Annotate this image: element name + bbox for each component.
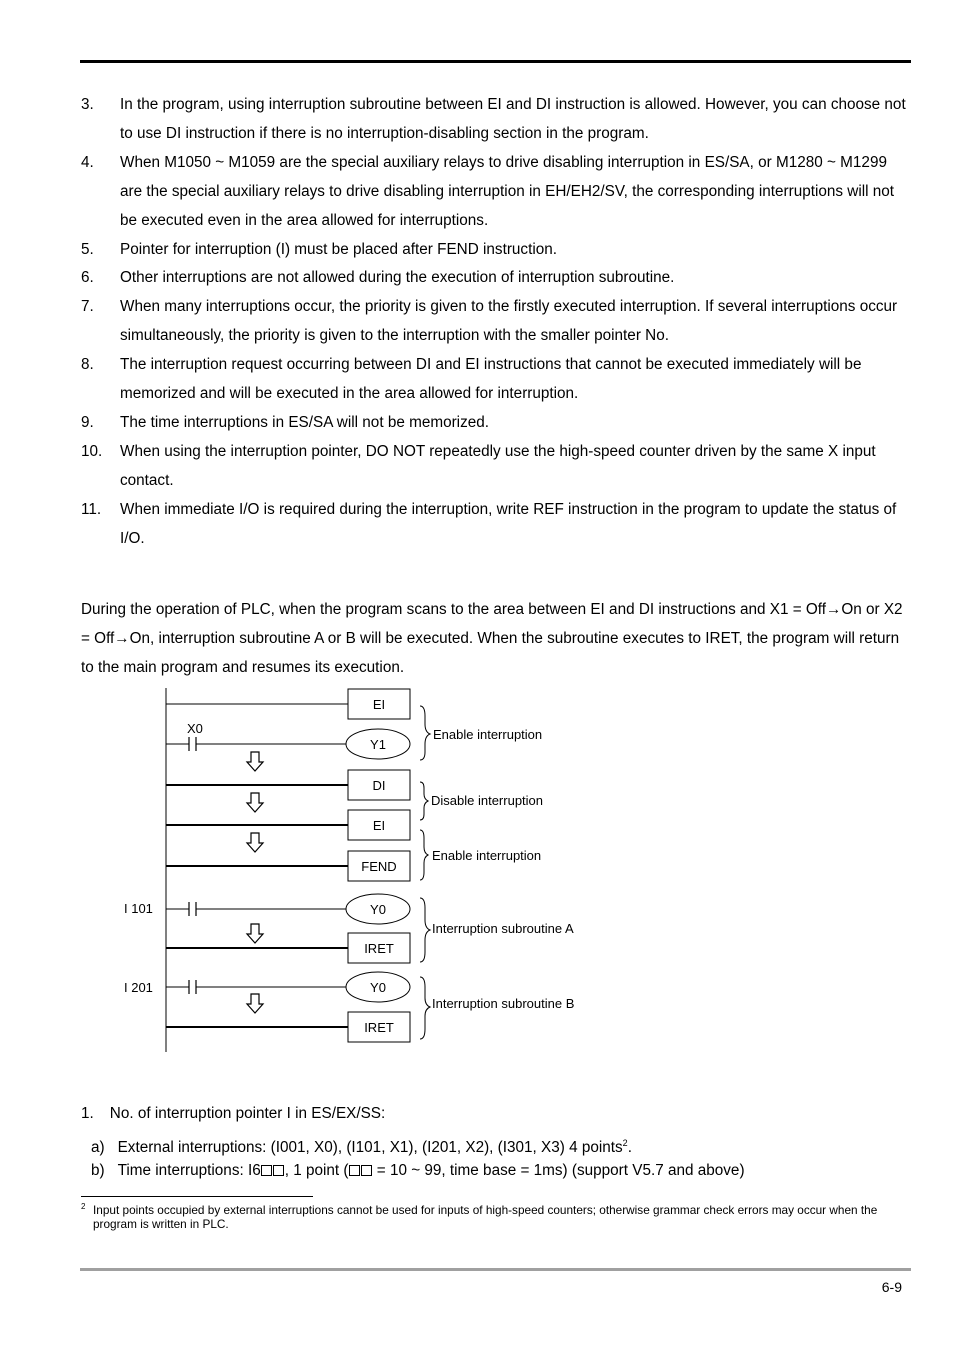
heading-number: 1. xyxy=(81,1105,94,1122)
heading-text: No. of interruption pointer I in ES/EX/SS: xyxy=(109,1105,386,1122)
placeholder-box-icon xyxy=(273,1165,284,1176)
subitem-b xyxy=(91,1161,745,1181)
brace-icon xyxy=(420,977,430,1039)
item-number: 8. xyxy=(81,356,94,374)
item-number: 6. xyxy=(81,269,94,287)
item-text: When many interruptions occur, the priority is given to the firstly executed interruption. If several interruptions occur simultaneously, the priority is given to the interruption with the smaller pointer No. xyxy=(120,298,898,345)
subitem-text-part: = 10 ~ 99, time base = 1ms) (support V5.7 and above) xyxy=(372,1162,745,1179)
brace-icon xyxy=(420,830,428,880)
subitem-text-part: , 1 point ( xyxy=(284,1162,349,1179)
footnote-text: Input points occupied by external interruptions cannot be used for inputs of high-speed counters; otherwise grammar check errors may occur when the program is written in PLC. xyxy=(93,1203,878,1231)
annotation-label: Enable interruption xyxy=(433,727,543,742)
item-text: The time interruptions in ES/SA will not be memorized. xyxy=(120,413,489,431)
pointer-label: I 201 xyxy=(124,980,153,995)
item-number: 7. xyxy=(81,298,94,316)
instruction-label: FEND xyxy=(361,859,397,874)
down-arrow-icon xyxy=(247,994,263,1013)
down-arrow-icon xyxy=(247,924,263,943)
footnote-mark: 2 xyxy=(81,1202,86,1211)
item-number: 5. xyxy=(81,240,94,258)
annotation-label: Interruption subroutine A xyxy=(432,921,574,936)
item-text: When immediate I/O is required during the interruption, write REF instruction in the program to update the status of I/O. xyxy=(120,500,897,547)
brace-icon xyxy=(420,782,428,820)
item-text: Pointer for interruption (I) must be placed after FEND instruction. xyxy=(120,240,557,258)
item-text: When M1050 ~ M1059 are the special auxiliary relays to drive disabling interruption in ES/SA, or M1280 ~ M1299 are the special auxiliary relays to drive disabling interruption in EH/EH2/SV, the corresponding interruptions will not be executed even in the area allowed for interruptions. xyxy=(120,153,895,229)
footnote-ref: 2 xyxy=(622,1138,628,1148)
footnote-rule xyxy=(81,1196,313,1197)
coil-label: Y0 xyxy=(370,902,386,917)
item-text: When using the interruption pointer, DO NOT repeatedly use the high-speed counter driven by the same X input contact. xyxy=(120,442,876,489)
section-heading xyxy=(81,1104,385,1124)
item-number: 4. xyxy=(81,153,94,171)
item-number: 11. xyxy=(81,500,102,518)
coil-label: Y0 xyxy=(370,980,386,995)
contact-label: X0 xyxy=(187,721,203,736)
brace-icon xyxy=(420,706,430,760)
footnote xyxy=(81,1203,901,1231)
brace-icon xyxy=(420,898,430,962)
annotation-label: Interruption subroutine B xyxy=(432,996,575,1011)
item-text: In the program, using interruption subroutine between EI and DI instruction is allowed. However, you can choose not to use DI instruction if there is no interruption-disabling section in the program. xyxy=(120,96,906,142)
item-number: 10. xyxy=(81,442,103,460)
placeholder-box-icon xyxy=(349,1165,360,1176)
instruction-label: IRET xyxy=(364,1020,394,1035)
item-text: The interruption request occurring between DI and EI instructions that cannot be executed immediately will be memorized and will be executed in the area allowed for interruption. xyxy=(120,356,862,403)
coil-label: Y1 xyxy=(370,737,386,752)
instruction-label: EI xyxy=(372,818,386,833)
placeholder-box-icon xyxy=(261,1165,272,1176)
subitem-text: External interruptions: (I001, X0), (I101, X1), (I201, X2), (I301, X3) 4 points xyxy=(117,1139,623,1157)
footer-rule xyxy=(80,1268,911,1271)
instruction-label: DI xyxy=(372,778,386,793)
item-text: Other interruptions are not allowed during the execution of interruption subroutine. xyxy=(120,269,675,287)
subitem-label: b) xyxy=(91,1162,105,1179)
subitem-end: . xyxy=(627,1139,632,1157)
down-arrow-icon xyxy=(247,752,263,771)
page-number: 6-9 xyxy=(881,1279,902,1295)
subitem-text-part: Time interruptions: I6 xyxy=(117,1162,261,1179)
instruction-label: IRET xyxy=(364,941,394,956)
instruction-label: EI xyxy=(372,697,386,712)
down-arrow-icon xyxy=(247,833,263,852)
program-example-paragraph: During the operation of PLC, when the program scans to the area between EI and DI instructions and X1 = Off→On or X2 = Off→On, interruption subroutine A or B will be executed. When the subroutine executes to IRET, the program will return to the main program and resumes its execution. xyxy=(81,601,903,676)
pointer-label: I 101 xyxy=(124,901,153,916)
item-number: 3. xyxy=(81,96,94,113)
subitem-label: a) xyxy=(91,1139,105,1157)
subitem-a xyxy=(91,1133,632,1158)
annotation-label: Enable interruption xyxy=(432,848,542,863)
annotation-label: Disable interruption xyxy=(431,793,544,808)
down-arrow-icon xyxy=(247,793,263,812)
item-number: 9. xyxy=(81,413,94,431)
placeholder-box-icon xyxy=(361,1165,372,1176)
